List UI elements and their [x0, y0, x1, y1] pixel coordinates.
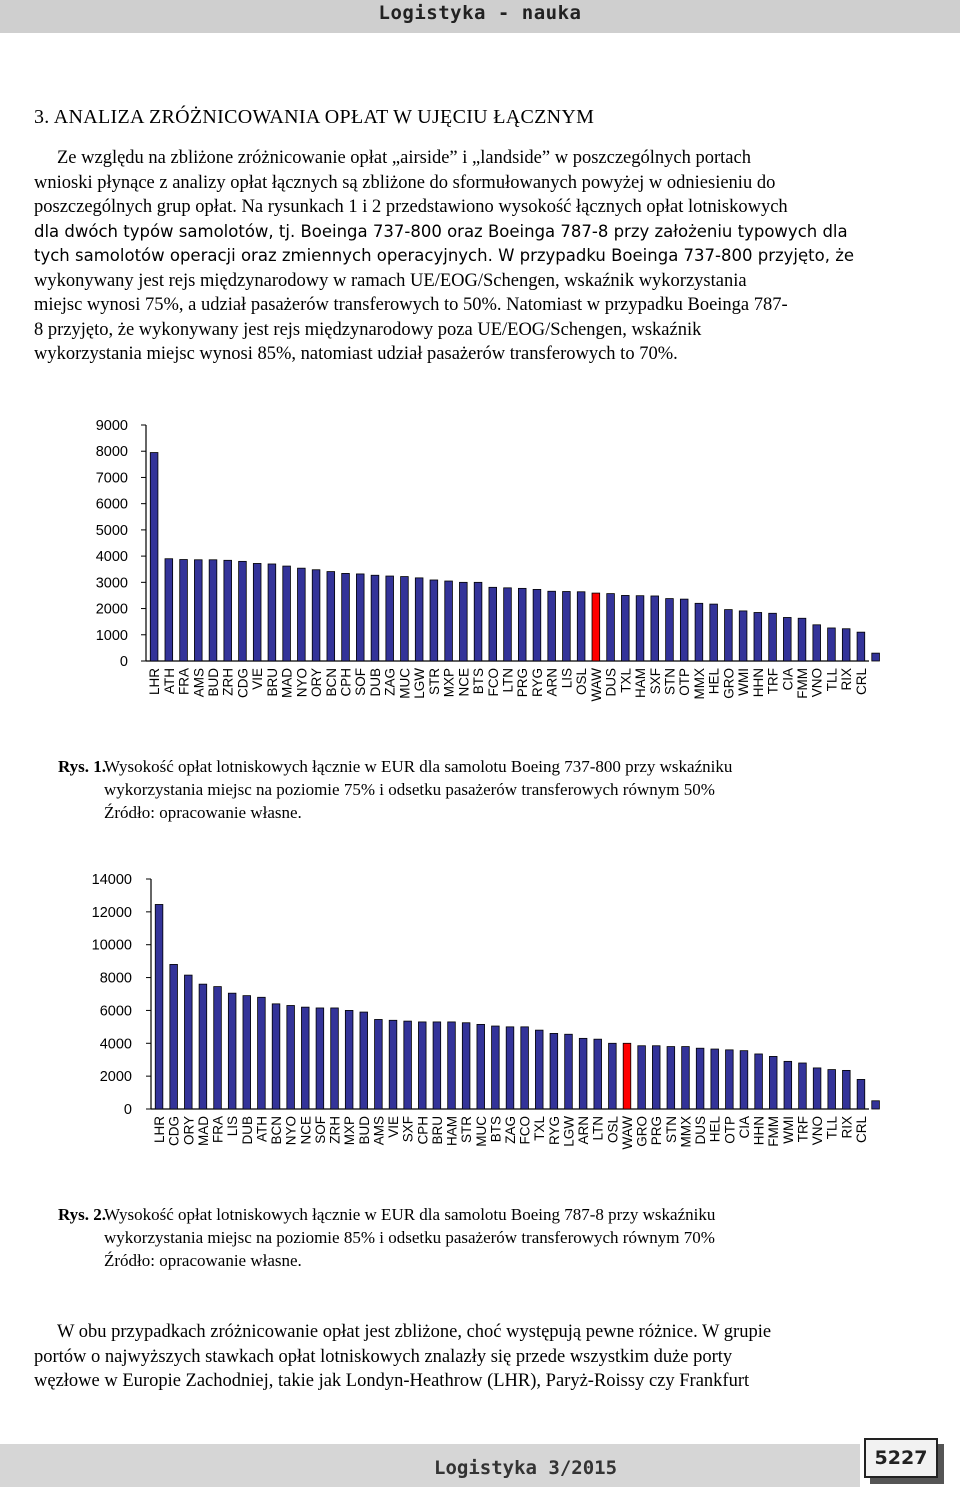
p1-line-2: wnioski płynące z analizy opłat łącznych są zbliżone do sformułowanych powyżej w odniesieniu do — [34, 172, 776, 193]
x-tick-label: FRA — [210, 1116, 226, 1143]
x-tick-label: RYG — [529, 668, 545, 698]
y-tick-label: 6000 — [95, 496, 128, 513]
bar — [843, 1070, 851, 1109]
x-tick-label: FCO — [485, 668, 501, 697]
x-tick-label: ATH — [254, 1116, 270, 1142]
page-number: 5227 — [864, 1438, 938, 1478]
bar — [506, 1027, 514, 1109]
bar — [696, 1048, 704, 1109]
bar — [448, 1022, 456, 1109]
bar — [360, 1012, 368, 1109]
bar — [404, 1021, 412, 1109]
p1-line-4: dla dwóch typów samolotów, tj. Boeinga 737-800 oraz Boeinga 787-8 przy założeniu typowych dla — [34, 221, 848, 241]
x-tick-label: NCE — [456, 668, 472, 697]
footer-bar — [0, 1444, 860, 1487]
x-tick-label: FCO — [517, 1116, 533, 1145]
x-tick-label: WMI — [736, 668, 752, 696]
figure-1-caption-line-1: Wysokość opłat lotniskowych łącznie w EUR dla samolotu Boeing 737-800 przy wskaźniku — [104, 757, 733, 776]
x-tick-label: MUC — [397, 668, 413, 699]
x-tick-label: CIA — [736, 1116, 752, 1139]
bar — [638, 1046, 646, 1109]
x-tick-label: ZRH — [327, 1116, 343, 1144]
x-tick-label: CPH — [338, 668, 354, 697]
figure-1-label: Rys. 1. — [58, 757, 107, 776]
y-tick-label: 8000 — [95, 444, 128, 461]
figure-1-caption — [58, 755, 864, 824]
x-tick-label: FMM — [795, 668, 811, 699]
x-tick-label: BCN — [323, 668, 339, 697]
x-tick-label: LGW — [561, 1116, 577, 1147]
bar — [375, 1019, 383, 1109]
x-tick-label: OTP — [722, 1116, 738, 1144]
bar — [345, 1010, 353, 1109]
bar — [579, 1038, 587, 1109]
p1-line-6: wykonywany jest rejs międzynarodowy w ramach UE/EOG/Schengen, wskaźnik wykorzystania — [34, 270, 747, 291]
x-tick-label: STR — [426, 668, 442, 695]
x-tick-label: ORY — [181, 1116, 197, 1146]
y-tick-label: 14000 — [91, 872, 132, 888]
x-tick-label: HHN — [751, 1116, 767, 1146]
x-tick-label: NCE — [298, 1116, 314, 1145]
x-tick-label: TRF — [765, 668, 781, 695]
x-tick-label: AMS — [371, 1116, 387, 1146]
x-tick-label: BTS — [471, 668, 487, 695]
bar — [477, 1024, 485, 1109]
bar — [813, 1068, 821, 1109]
bar — [170, 964, 178, 1109]
bar — [331, 1008, 339, 1109]
x-tick-label: VNO — [809, 668, 825, 698]
x-tick-label: GRO — [634, 1116, 650, 1147]
x-tick-label: BUD — [356, 1116, 372, 1145]
x-tick-label: PRG — [515, 668, 531, 698]
y-tick-label: 3000 — [95, 575, 128, 592]
x-tick-label: MXP — [342, 1116, 358, 1146]
x-tick-label: TXL — [618, 668, 634, 693]
x-tick-label: BTS — [488, 1116, 504, 1143]
x-tick-label: ZAG — [503, 1116, 518, 1144]
x-tick-label: LTN — [500, 668, 516, 693]
x-tick-label: AMS — [191, 668, 207, 698]
figure-1-source: Źródło: opracowanie własne. — [104, 803, 302, 822]
bar — [433, 1022, 441, 1109]
x-tick-label: BRU — [429, 1116, 445, 1145]
x-tick-label: STN — [663, 1116, 679, 1143]
x-tick-label: ZAG — [382, 668, 398, 696]
x-tick-label: MAD — [279, 668, 295, 698]
y-tick-label: 12000 — [91, 904, 132, 921]
footer-journal: Logistyka 3/2015 — [434, 1457, 618, 1479]
x-tick-label: CDG — [166, 1116, 182, 1146]
x-tick-label: VNO — [810, 1116, 826, 1146]
x-tick-label: CIA — [780, 668, 796, 691]
bar — [184, 975, 192, 1109]
figure-2-caption — [58, 1203, 864, 1272]
bar — [258, 997, 266, 1109]
x-tick-label: SOF — [312, 1116, 328, 1144]
y-tick-label: 0 — [123, 1102, 132, 1118]
x-tick-label: MAD — [195, 1116, 211, 1146]
x-tick-label: ATH — [161, 668, 177, 694]
y-tick-label: 6000 — [99, 1003, 132, 1020]
x-tick-label: OTP — [677, 668, 693, 696]
x-tick-label: CRL — [853, 1116, 869, 1144]
x-tick-label: ARN — [576, 1116, 592, 1145]
y-tick-label: 2000 — [99, 1069, 132, 1086]
x-tick-label: GRO — [721, 668, 737, 699]
p1-line-9: wykorzystania miejsc wynosi 85%, natomiast udział pasażerów transferowych to 70%. — [34, 344, 678, 364]
bar — [565, 1034, 573, 1109]
p1-line-7: miejsc wynosi 75%, a udział pasażerów transferowych to 50%. Natomiast w przypadku Boeinga 787- — [34, 295, 788, 315]
running-header-title: Logistyka - nauka — [378, 2, 582, 24]
bar — [726, 1050, 734, 1109]
figure-1-caption-line-2: wykorzystania miejsc na poziomie 75% i odsetku pasażerów transferowych równym 50% — [104, 780, 715, 799]
bar — [609, 1043, 617, 1109]
figure-2-caption-line-2: wykorzystania miejsc na poziomie 85% i odsetku pasażerów transferowych równym 70% — [104, 1228, 715, 1247]
bar — [199, 984, 207, 1109]
x-tick-label: MXP — [441, 668, 457, 698]
p1-line-1: Ze względu na zbliżone zróżnicowanie opłat „airside” i „landside” w poszczególnych portach — [57, 148, 751, 168]
x-tick-label: HAM — [444, 1116, 460, 1146]
x-tick-label: ARN — [544, 668, 560, 697]
x-tick-label: ORY — [309, 668, 325, 698]
bar — [535, 1030, 543, 1109]
y-tick-label: 4000 — [95, 549, 128, 566]
x-tick-label: RIX — [839, 668, 855, 691]
x-tick-label: LTN — [590, 1116, 606, 1141]
figure-2-source: Źródło: opracowanie własne. — [104, 1251, 302, 1270]
x-tick-label: LHR — [152, 1116, 168, 1144]
x-tick-label: FMM — [766, 1116, 782, 1147]
paragraph-2 — [34, 1320, 924, 1394]
x-tick-label: HEL — [707, 1116, 723, 1143]
bar — [667, 1047, 675, 1109]
bar — [301, 1007, 309, 1109]
x-tick-label: WMI — [780, 1116, 796, 1144]
y-tick-label: 2000 — [95, 601, 128, 618]
x-tick-label: STN — [662, 668, 678, 695]
y-tick-label: 1000 — [95, 627, 128, 644]
bar — [857, 1079, 865, 1109]
x-tick-label: SOF — [353, 668, 369, 696]
x-tick-label: MUC — [473, 1116, 489, 1147]
x-tick-label: CPH — [415, 1116, 431, 1145]
y-tick-label: 4000 — [99, 1036, 132, 1053]
x-tick-label: ZRH — [220, 668, 236, 696]
bar — [272, 1004, 280, 1109]
bar — [550, 1033, 558, 1109]
bar — [594, 1039, 602, 1109]
bar — [682, 1047, 690, 1109]
x-tick-label: TLL — [824, 668, 840, 692]
bar — [287, 1006, 295, 1110]
x-tick-label: NYO — [294, 668, 310, 698]
bar — [418, 1022, 426, 1109]
y-tick-label: 5000 — [95, 522, 128, 539]
bar — [828, 1070, 836, 1109]
x-tick-label: WAW — [619, 1116, 635, 1150]
x-tick-label: BCN — [269, 1116, 285, 1145]
x-tick-label: DUB — [239, 1116, 255, 1145]
p1-line-3: poszczególnych grup opłat. Na rysunkach 1 i 2 przedstawiono wysokość łącznych opłat lotniskowych — [34, 197, 788, 217]
section-heading: 3. ANALIZA ZRÓŻNICOWANIA OPŁAT W UJĘCIU ŁĄCZNYM — [34, 106, 595, 128]
x-tick-label: MMX — [678, 1116, 694, 1148]
bar — [462, 1023, 470, 1109]
x-tick-label: VIE — [250, 668, 266, 690]
bar — [740, 1051, 748, 1109]
x-tick-label: RIX — [839, 1116, 855, 1139]
x-tick-label: SXF — [400, 1116, 416, 1143]
bar — [872, 1101, 880, 1109]
x-tick-label: OSL — [574, 668, 590, 696]
x-tick-label: PRG — [649, 1116, 665, 1146]
p1-line-5: tych samolotów operacji oraz zmiennych operacyjnych. W przypadku Boeinga 737-800 przyjęto, że — [34, 246, 855, 265]
x-tick-label: TRF — [795, 1116, 811, 1143]
x-tick-label: SXF — [647, 668, 663, 695]
y-tick-label: 8000 — [99, 970, 132, 987]
x-tick-label: FRA — [176, 668, 192, 695]
x-tick-label: LHR — [147, 668, 163, 696]
x-tick-label: RYG — [546, 1116, 562, 1146]
x-tick-label: DUS — [693, 1116, 709, 1145]
x-tick-label: BRU — [264, 668, 280, 697]
y-tick-label: 0 — [119, 654, 128, 670]
x-tick-label: STR — [459, 1116, 475, 1143]
x-tick-label: CRL — [853, 668, 869, 696]
x-tick-label: DUS — [603, 668, 619, 697]
x-tick-label: HEL — [706, 668, 722, 695]
bar — [214, 987, 222, 1109]
bar — [521, 1027, 529, 1109]
x-tick-label: TXL — [532, 1116, 548, 1141]
x-tick-label: MMX — [691, 668, 707, 700]
y-tick-label: 10000 — [91, 937, 132, 954]
x-tick-label: NYO — [283, 1116, 299, 1146]
x-tick-label: LIS — [225, 1116, 241, 1137]
bar — [492, 1026, 500, 1109]
x-tick-label: LIS — [559, 668, 575, 689]
bar — [769, 1056, 777, 1109]
x-tick-label: LGW — [412, 668, 428, 699]
x-tick-label: VIE — [386, 1116, 402, 1138]
bar — [623, 1043, 631, 1109]
bar — [711, 1049, 719, 1109]
x-tick-label: DUB — [367, 668, 383, 697]
x-tick-label: HHN — [750, 668, 766, 698]
y-tick-label: 7000 — [95, 470, 128, 487]
p1-line-8: 8 przyjęto, że wykonywany jest rejs międzynarodowy poza UE/EOG/Schengen, wskaźnik — [34, 319, 702, 340]
x-tick-label: HAM — [633, 668, 649, 698]
figure-2-caption-line-1: Wysokość opłat lotniskowych łącznie w EUR dla samolotu Boeing 787-8 przy wskaźniku — [104, 1205, 716, 1224]
p2-line-2: portów o najwyższych stawkach opłat lotniskowych znalazły się przede wszystkim duże porty — [34, 1346, 733, 1367]
bar — [243, 996, 251, 1109]
bar — [799, 1063, 807, 1109]
p2-line-3: węzłowe w Europie Zachodniej, takie jak Londyn-Heathrow (LHR), Paryż-Roissy czy Frankfurt — [34, 1371, 750, 1391]
bar — [652, 1046, 660, 1109]
x-tick-label: OSL — [605, 1116, 621, 1144]
x-tick-label: BUD — [205, 668, 221, 697]
bar — [155, 904, 163, 1109]
figure-2-label: Rys. 2. — [58, 1205, 107, 1224]
x-tick-label: WAW — [588, 668, 604, 702]
x-tick-label: TLL — [824, 1116, 840, 1140]
bar — [755, 1054, 763, 1109]
bar — [784, 1061, 792, 1109]
x-tick-label: CDG — [235, 668, 251, 698]
y-tick-label: 9000 — [95, 418, 128, 434]
bar — [316, 1008, 324, 1109]
p2-line-1: W obu przypadkach zróżnicowanie opłat jest zbliżone, choć występują pewne różnice. W grupie — [57, 1322, 772, 1342]
bar — [389, 1020, 397, 1109]
bar — [228, 993, 236, 1109]
